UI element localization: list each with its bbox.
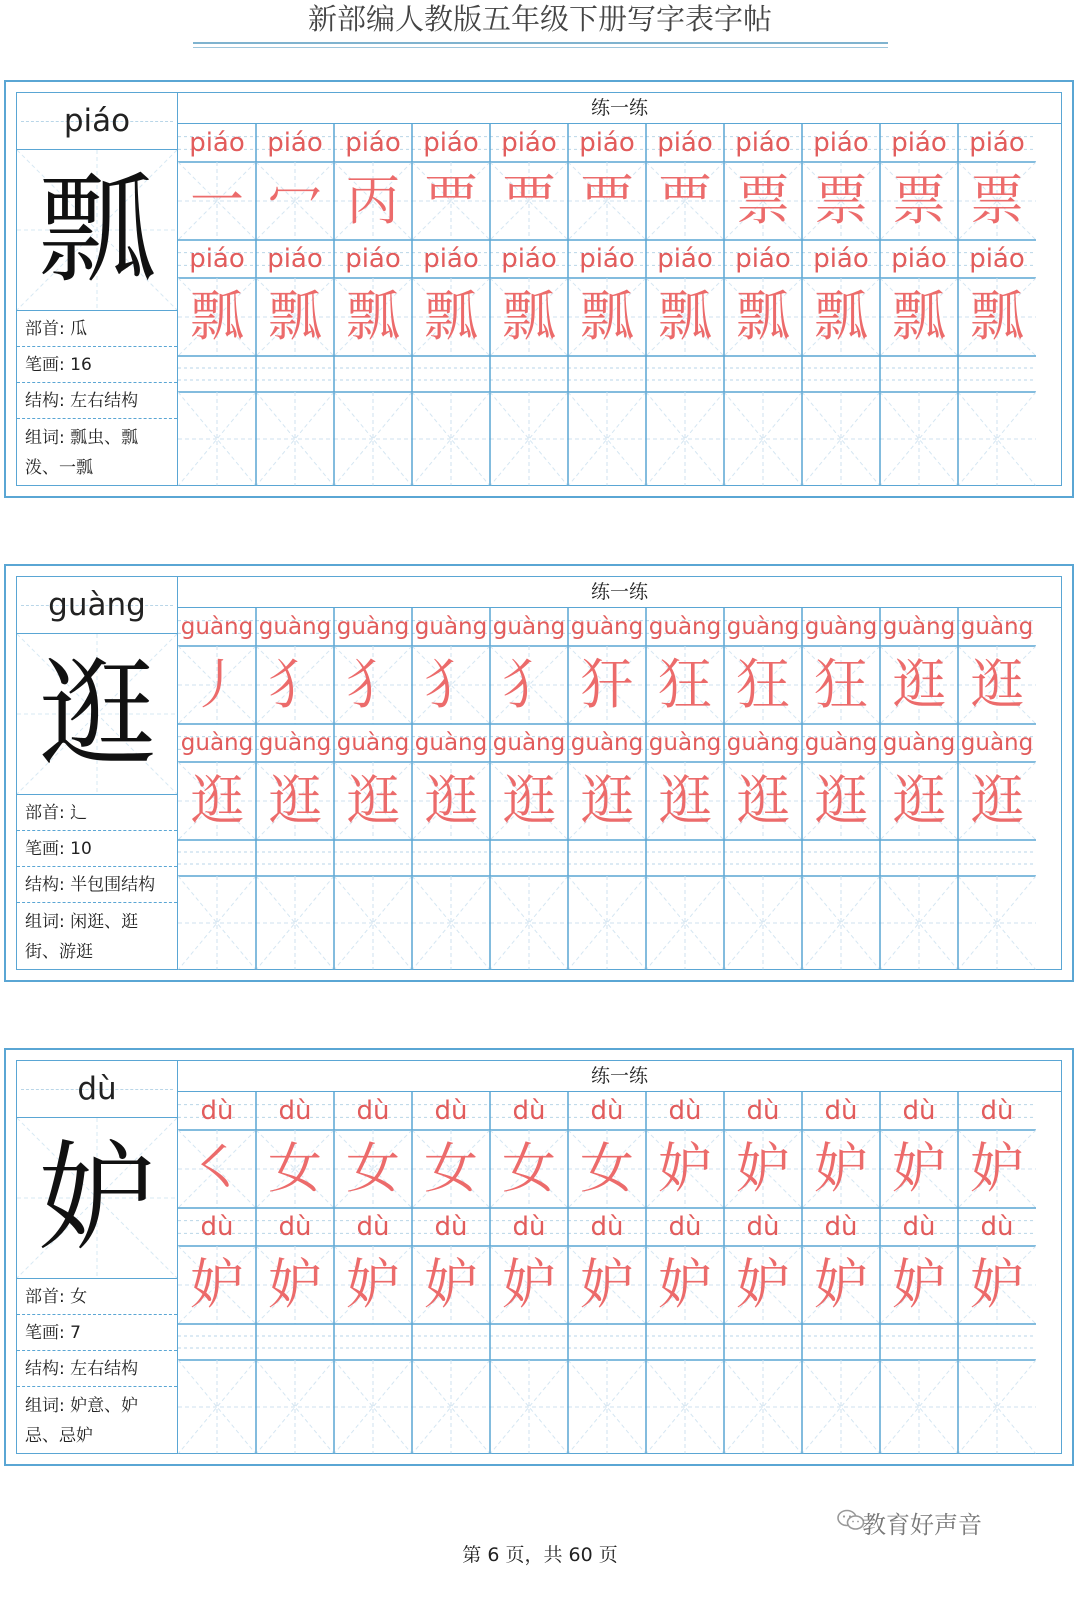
words-line-2: 泼、一瓢 — [25, 458, 93, 478]
main-character — [17, 1118, 177, 1278]
strokes-row-value: 16 — [70, 355, 92, 375]
practice-heading: 练一练 — [178, 577, 1061, 608]
tracing-char: 逛 — [814, 769, 868, 832]
tracing-char: 逛 — [424, 769, 478, 832]
practice-pinyin: piáo — [579, 128, 635, 158]
stroke-order-char: 一 — [190, 169, 244, 232]
practice-pinyin: dù — [902, 1096, 936, 1126]
practice-pinyin: piáo — [345, 244, 401, 274]
tracing-char: 逛 — [658, 769, 712, 832]
radical-row-value: 瓜 — [70, 319, 88, 339]
words-label: 组词: — [25, 1396, 71, 1416]
structure-row-value: 左右结构 — [70, 391, 139, 411]
practice-pinyin: piáo — [891, 244, 947, 274]
character-pinyin — [17, 1061, 177, 1118]
structure-row — [17, 866, 177, 902]
tracing-char: 妒 — [424, 1253, 478, 1316]
practice-pinyin: dù — [356, 1212, 390, 1242]
stroke-order-char: 犭 — [424, 653, 478, 716]
practice-pinyin: dù — [434, 1212, 468, 1242]
stroke-order-char: 覀 — [658, 169, 712, 232]
practice-pinyin: piáo — [969, 128, 1025, 158]
practice-pinyin: guàng — [804, 730, 878, 756]
practice-pinyin: dù — [200, 1212, 234, 1242]
main-character-glyph: 瓢 — [37, 161, 156, 299]
practice-pinyin: piáo — [423, 128, 479, 158]
practice-pinyin: guàng — [648, 730, 722, 756]
practice-pinyin: piáo — [501, 128, 557, 158]
practice-pinyin: piáo — [189, 244, 245, 274]
practice-pinyin: piáo — [189, 128, 245, 158]
tracing-char: 瓢 — [580, 285, 634, 348]
radical-row — [17, 1278, 177, 1314]
radical-row-label: 部首: — [25, 319, 71, 339]
tracing-char: 逛 — [190, 769, 244, 832]
tracing-char: 逛 — [892, 769, 946, 832]
tracing-char: 妒 — [814, 1253, 868, 1316]
stroke-order-char: 犭 — [502, 653, 556, 716]
practice-cells — [178, 1092, 1061, 1453]
tracing-char: 瓢 — [892, 285, 946, 348]
stroke-order-char: 犭 — [346, 653, 400, 716]
character-pinyin — [17, 577, 177, 634]
practice-pinyin: guàng — [570, 730, 644, 756]
stroke-order-char: 狂 — [814, 653, 868, 716]
practice-pinyin: guàng — [180, 730, 254, 756]
practice-pinyin: dù — [512, 1096, 546, 1126]
character-info — [17, 1061, 178, 1453]
practice-pinyin: dù — [902, 1212, 936, 1242]
stroke-order-char: 妒 — [814, 1137, 868, 1200]
tracing-char: 妒 — [502, 1253, 556, 1316]
main-character — [17, 150, 177, 310]
page-number: 第 6 页，共 60 页 — [462, 1544, 618, 1566]
practice-pinyin: dù — [980, 1096, 1014, 1126]
practice-pinyin: guàng — [492, 614, 566, 640]
stroke-order-char: 妒 — [892, 1137, 946, 1200]
main-character-glyph: 逛 — [37, 645, 156, 783]
practice-pinyin: piáo — [579, 244, 635, 274]
structure-row-label: 结构: — [25, 391, 71, 411]
practice-pinyin: piáo — [657, 128, 713, 158]
practice-pinyin: guàng — [414, 730, 488, 756]
wechat-icon — [837, 1509, 865, 1531]
tracing-char: 逛 — [502, 769, 556, 832]
words-label: 组词: — [25, 912, 71, 932]
tracing-char: 妒 — [658, 1253, 712, 1316]
stroke-order-char: 票 — [736, 169, 790, 232]
brand-name: 教育好声音 — [862, 1511, 982, 1539]
stroke-order-char: 狂 — [736, 653, 790, 716]
practice-pinyin: guàng — [804, 614, 878, 640]
practice-pinyin: piáo — [423, 244, 479, 274]
stroke-order-char: 女 — [424, 1137, 478, 1200]
words-line-2: 忌、忌妒 — [25, 1426, 93, 1446]
practice-pinyin: piáo — [267, 244, 323, 274]
practice-pinyin: dù — [824, 1212, 858, 1242]
words-row — [17, 902, 177, 970]
tracing-char: 瓢 — [190, 285, 244, 348]
stroke-order-char: 丙 — [346, 169, 400, 232]
practice-pinyin: piáo — [735, 244, 791, 274]
stroke-order-char: 覀 — [502, 169, 556, 232]
stroke-order-char: 犭 — [268, 653, 322, 716]
structure-row — [17, 382, 177, 418]
radical-row — [17, 310, 177, 346]
tracing-char: 逛 — [736, 769, 790, 832]
strokes-row — [17, 830, 177, 866]
title-rule — [193, 47, 888, 48]
main-character-glyph: 妒 — [37, 1129, 156, 1267]
stroke-order-char: 覀 — [580, 169, 634, 232]
tracing-char: 妒 — [346, 1253, 400, 1316]
card-grid — [16, 576, 1062, 970]
strokes-row-label: 笔画: — [25, 1323, 71, 1343]
practice-pinyin: guàng — [258, 614, 332, 640]
stroke-order-char: 票 — [892, 169, 946, 232]
stroke-order-char: 逛 — [892, 653, 946, 716]
practice-pinyin: dù — [590, 1096, 624, 1126]
character-info — [17, 577, 178, 969]
strokes-row — [17, 346, 177, 382]
practice-pinyin: piáo — [501, 244, 557, 274]
tracing-char: 妒 — [736, 1253, 790, 1316]
stroke-order-char: ㇛ — [190, 1137, 244, 1200]
stroke-order-char: 冖 — [268, 169, 322, 232]
stroke-order-char: 丿 — [190, 653, 244, 716]
practice-pinyin: dù — [434, 1096, 468, 1126]
practice-pinyin: piáo — [891, 128, 947, 158]
practice-pinyin: dù — [278, 1212, 312, 1242]
practice-pinyin: dù — [824, 1096, 858, 1126]
practice-pinyin: piáo — [735, 128, 791, 158]
practice-pinyin: piáo — [813, 128, 869, 158]
words-value: 妒意、妒 — [70, 1396, 139, 1416]
main-character — [17, 634, 177, 794]
character-card — [4, 1048, 1074, 1466]
stroke-order-char: 妒 — [736, 1137, 790, 1200]
character-info — [17, 93, 178, 485]
tracing-char: 瓢 — [268, 285, 322, 348]
character-card — [4, 80, 1074, 498]
practice-pinyin: guàng — [570, 614, 644, 640]
words-line-1 — [25, 907, 177, 937]
stroke-order-char: 女 — [268, 1137, 322, 1200]
practice-pinyin: guàng — [882, 614, 956, 640]
practice-pinyin: guàng — [258, 730, 332, 756]
stroke-order-char: 票 — [814, 169, 868, 232]
practice-pinyin: guàng — [414, 614, 488, 640]
words-value: 闲逛、逛 — [70, 912, 139, 932]
practice-pinyin: dù — [746, 1212, 780, 1242]
practice-pinyin: piáo — [267, 128, 323, 158]
practice-pinyin: dù — [668, 1212, 702, 1242]
practice-pinyin: dù — [512, 1212, 546, 1242]
structure-row-value: 半包围结构 — [70, 875, 156, 895]
practice-pinyin: dù — [356, 1096, 390, 1126]
card-grid — [16, 1060, 1062, 1454]
stroke-order-char: 妒 — [970, 1137, 1024, 1200]
tracing-char: 瓢 — [814, 285, 868, 348]
tracing-char: 瓢 — [424, 285, 478, 348]
practice-heading: 练一练 — [178, 93, 1061, 124]
pinyin-text: piáo — [63, 103, 131, 139]
radical-row — [17, 794, 177, 830]
tracing-char: 逛 — [580, 769, 634, 832]
stroke-order-char: 女 — [502, 1137, 556, 1200]
strokes-row — [17, 1314, 177, 1350]
stroke-order-char: 犴 — [580, 653, 634, 716]
stroke-order-char: 女 — [346, 1137, 400, 1200]
practice-pinyin: piáo — [813, 244, 869, 274]
practice-pinyin: guàng — [492, 730, 566, 756]
title-rule — [193, 42, 888, 44]
practice-pinyin: dù — [746, 1096, 780, 1126]
practice-area — [178, 93, 1061, 485]
radical-row-value: 女 — [70, 1287, 88, 1307]
structure-row-value: 左右结构 — [70, 1359, 139, 1379]
practice-cells — [178, 608, 1061, 969]
words-line-1 — [25, 1391, 177, 1421]
tracing-char: 妒 — [190, 1253, 244, 1316]
page-title: 新部编人教版五年级下册写字表字帖 — [307, 2, 772, 36]
words-row — [17, 418, 177, 486]
pinyin-text: dù — [77, 1071, 117, 1107]
practice-pinyin: dù — [200, 1096, 234, 1126]
practice-pinyin: guàng — [648, 614, 722, 640]
radical-row-label: 部首: — [25, 803, 71, 823]
stroke-order-char: 女 — [580, 1137, 634, 1200]
practice-pinyin: guàng — [180, 614, 254, 640]
strokes-row-label: 笔画: — [25, 355, 71, 375]
strokes-row-label: 笔画: — [25, 839, 71, 859]
practice-pinyin: guàng — [882, 730, 956, 756]
practice-pinyin: guàng — [336, 614, 410, 640]
practice-pinyin: guàng — [726, 730, 800, 756]
practice-area — [178, 1061, 1061, 1453]
practice-area — [178, 577, 1061, 969]
practice-pinyin: dù — [668, 1096, 702, 1126]
practice-pinyin: piáo — [345, 128, 401, 158]
words-label: 组词: — [25, 428, 71, 448]
words-line-2: 街、游逛 — [25, 942, 93, 962]
practice-pinyin: guàng — [726, 614, 800, 640]
tracing-char: 逛 — [268, 769, 322, 832]
structure-row-label: 结构: — [25, 875, 71, 895]
card-grid — [16, 92, 1062, 486]
tracing-char: 瓢 — [736, 285, 790, 348]
tracing-char: 瓢 — [502, 285, 556, 348]
practice-cells — [178, 124, 1061, 485]
pinyin-text: guàng — [48, 587, 146, 623]
stroke-order-char: 票 — [970, 169, 1024, 232]
stroke-order-char: 狂 — [658, 653, 712, 716]
tracing-char: 逛 — [346, 769, 400, 832]
strokes-row-value: 7 — [70, 1323, 81, 1343]
stroke-order-char: 逛 — [970, 653, 1024, 716]
tracing-char: 瓢 — [970, 285, 1024, 348]
practice-pinyin: piáo — [657, 244, 713, 274]
tracing-char: 瓢 — [346, 285, 400, 348]
tracing-char: 妒 — [892, 1253, 946, 1316]
words-line-1 — [25, 423, 177, 453]
radical-row-value: 辶 — [70, 803, 88, 823]
stroke-order-char: 妒 — [658, 1137, 712, 1200]
radical-row-label: 部首: — [25, 1287, 71, 1307]
strokes-row-value: 10 — [70, 839, 92, 859]
stroke-order-char: 覀 — [424, 169, 478, 232]
practice-pinyin: guàng — [960, 614, 1034, 640]
words-row — [17, 1386, 177, 1454]
words-value: 瓢虫、瓢 — [70, 428, 139, 448]
tracing-char: 瓢 — [658, 285, 712, 348]
practice-pinyin: guàng — [960, 730, 1034, 756]
character-card — [4, 564, 1074, 982]
practice-pinyin: dù — [590, 1212, 624, 1242]
character-pinyin — [17, 93, 177, 150]
tracing-char: 妒 — [268, 1253, 322, 1316]
tracing-char: 妒 — [970, 1253, 1024, 1316]
practice-pinyin: dù — [278, 1096, 312, 1126]
practice-pinyin: dù — [980, 1212, 1014, 1242]
structure-row-label: 结构: — [25, 1359, 71, 1379]
structure-row — [17, 1350, 177, 1386]
tracing-char: 逛 — [970, 769, 1024, 832]
practice-heading: 练一练 — [178, 1061, 1061, 1092]
practice-pinyin: guàng — [336, 730, 410, 756]
practice-pinyin: piáo — [969, 244, 1025, 274]
tracing-char: 妒 — [580, 1253, 634, 1316]
